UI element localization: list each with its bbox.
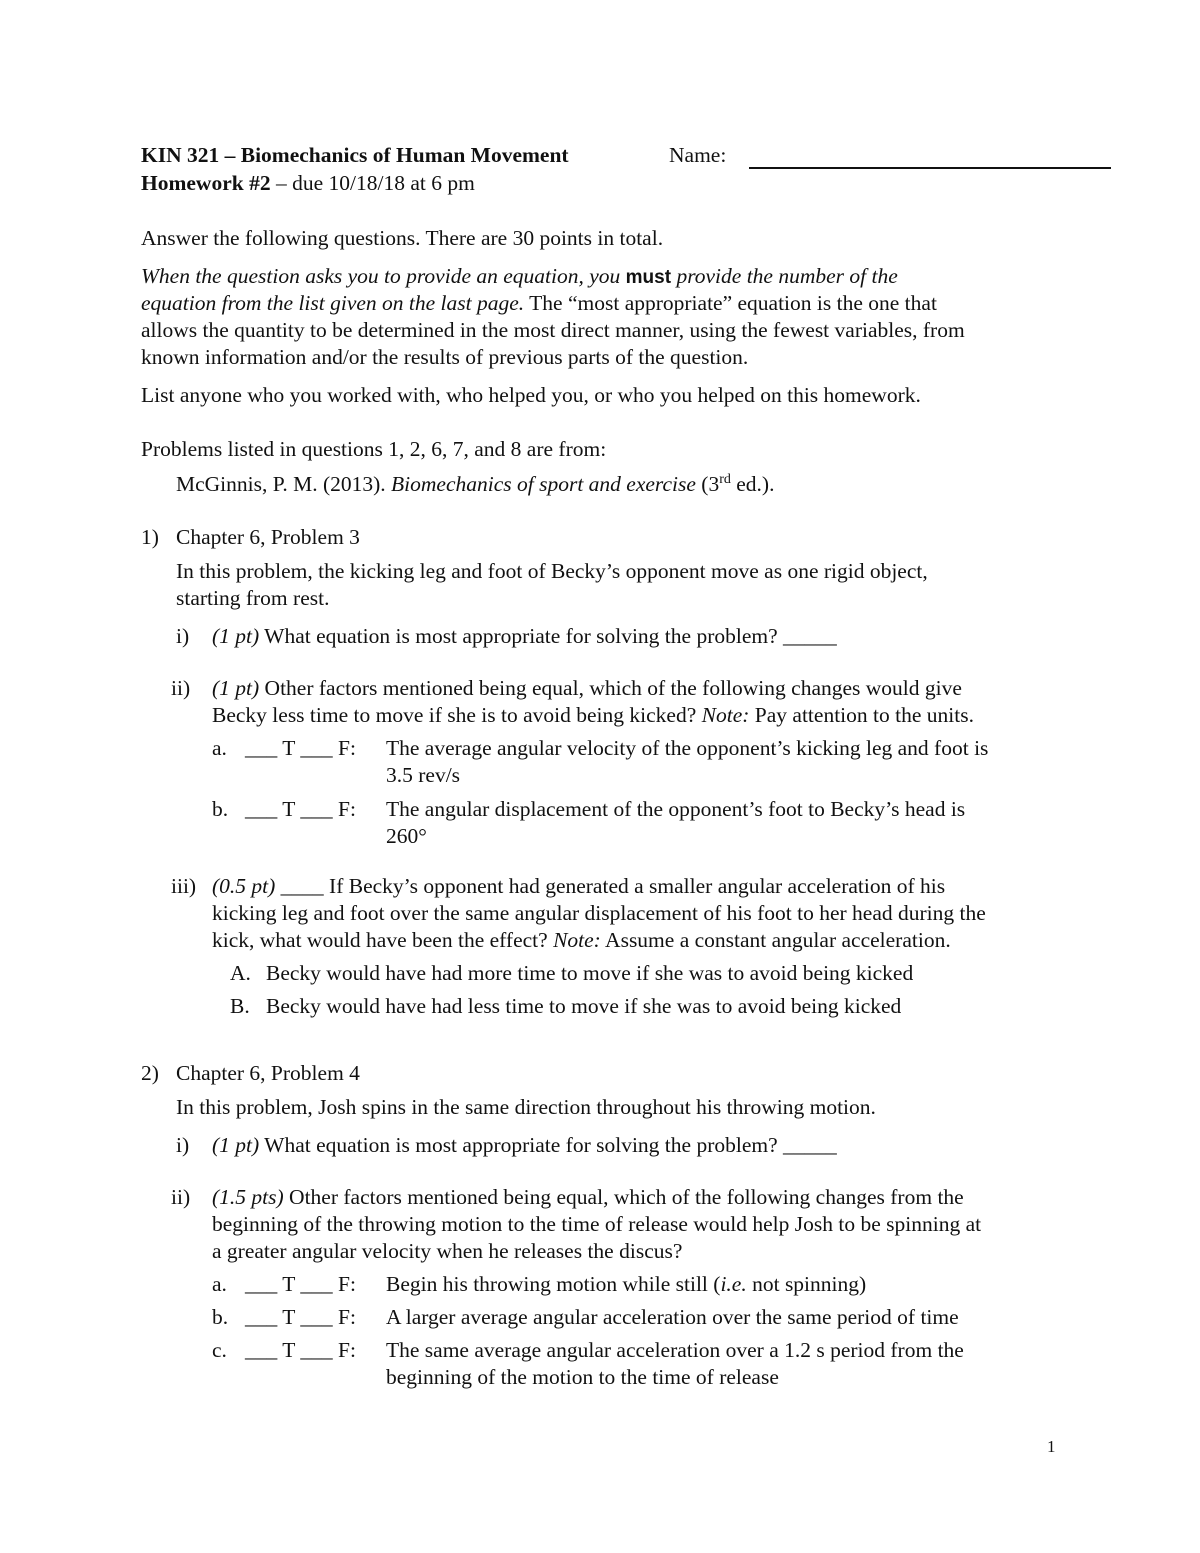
equation-instruction-line-3: allows the quantity to be determined in the most direct manner, using the fewest variables, from [141,318,965,342]
q2-i-number: i) [176,1133,190,1157]
name-blank-line[interactable] [749,167,1111,169]
q1-description-1: In this problem, the kicking leg and foot of Becky’s opponent move as one rigid object, [176,559,928,583]
q2-b-true-false-blanks[interactable]: ___ T ___ F: [245,1305,356,1329]
q1-number: 1) [141,525,159,549]
q2-ii-text: (1.5 pts) Other factors mentioned being equal, which of the following changes from the [212,1185,964,1209]
q1-a-label: a. [212,736,227,760]
q1-b-label: b. [212,797,229,821]
q1-ii-text: (1 pt) Other factors mentioned being equal, which of the following changes would give [212,676,962,700]
equation-instruction-line-1: When the question asks you to provide an equation, you must provide the number of the [141,264,898,288]
q1-description-2: starting from rest. [176,586,330,610]
instructions: Answer the following questions. There are 30 points in total. [141,226,664,250]
q1-a-statement: The average angular velocity of the opponent’s kicking leg and foot is [386,736,989,760]
reference: McGinnis, P. M. (2013). Biomechanics of sport and exercise (3rd ed.). [176,472,775,497]
q2-a-label: a. [212,1272,227,1296]
q2-b-statement: A larger average angular acceleration over the same period of time [386,1305,959,1329]
q1-b-true-false-blanks[interactable]: ___ T ___ F: [245,797,356,821]
q2-i-text[interactable]: (1 pt) What equation is most appropriate for solving the problem? _____ [212,1133,837,1157]
q2-c-true-false-blanks[interactable]: ___ T ___ F: [245,1338,356,1362]
q1-option-a-text: Becky would have had more time to move if she was to avoid being kicked [266,961,914,985]
q1-b-statement-2: 260° [386,824,427,848]
q1-title: Chapter 6, Problem 3 [176,525,360,549]
q1-ii-text-2: Becky less time to move if she is to avoid being kicked? Note: Pay attention to the units. [212,703,974,727]
q1-i-text[interactable]: (1 pt) What equation is most appropriate for solving the problem? _____ [212,624,837,648]
q1-option-b-text: Becky would have had less time to move if she was to avoid being kicked [266,994,902,1018]
q2-c-statement: The same average angular acceleration over a 1.2 s period from the [386,1338,964,1362]
q1-option-b-label: B. [230,994,250,1018]
q2-a-statement: Begin his throwing motion while still (i.e. not spinning) [386,1272,867,1296]
name-label: Name: [669,143,727,167]
q2-c-label: c. [212,1338,227,1362]
q1-ii-number: ii) [171,676,191,700]
q1-i-number: i) [176,624,190,648]
homework-number: Homework #2 [141,171,271,195]
page-number: 1 [1047,1437,1056,1456]
q2-c-statement-2: beginning of the motion to the time of release [386,1365,779,1389]
q1-iii-text[interactable]: (0.5 pt) ____ If Becky’s opponent had generated a smaller angular acceleration of his [212,874,946,898]
q2-b-label: b. [212,1305,229,1329]
q2-ii-number: ii) [171,1185,191,1209]
q2-ii-text-3: a greater angular velocity when he releases the discus? [212,1239,683,1263]
due-date: – due 10/18/18 at 6 pm [270,171,475,195]
q1-iii-text-2: kicking leg and foot over the same angular displacement of his foot to her head during the [212,901,986,925]
q1-b-statement: The angular displacement of the opponent’s foot to Becky’s head is [386,797,966,821]
q2-ii-text-2: beginning of the throwing motion to the time of release would help Josh to be spinning at [212,1212,982,1236]
q2-number: 2) [141,1061,159,1085]
course-title: KIN 321 – Biomechanics of Human Movement [141,143,569,167]
q1-a-true-false-blanks[interactable]: ___ T ___ F: [245,736,356,760]
q2-a-true-false-blanks[interactable]: ___ T ___ F: [245,1272,356,1296]
q2-title: Chapter 6, Problem 4 [176,1061,360,1085]
q1-option-a-label: A. [230,961,251,985]
q1-a-statement-2: 3.5 rev/s [386,763,461,787]
q1-iii-text-3: kick, what would have been the effect? Note: Assume a constant angular acceleration. [212,928,951,952]
q2-description: In this problem, Josh spins in the same direction throughout his throwing motion. [176,1095,876,1119]
problems-source: Problems listed in questions 1, 2, 6, 7, and 8 are from: [141,437,607,461]
collaboration-note: List anyone who you worked with, who helped you, or who you helped on this homework. [141,383,921,407]
homework-line [141,173,475,195]
equation-instruction-line-4: known information and/or the results of previous parts of the question. [141,345,749,369]
equation-instruction-line-2: equation from the list given on the last page. The “most appropriate” equation is the one that [141,291,937,315]
q1-iii-number: iii) [171,874,197,898]
